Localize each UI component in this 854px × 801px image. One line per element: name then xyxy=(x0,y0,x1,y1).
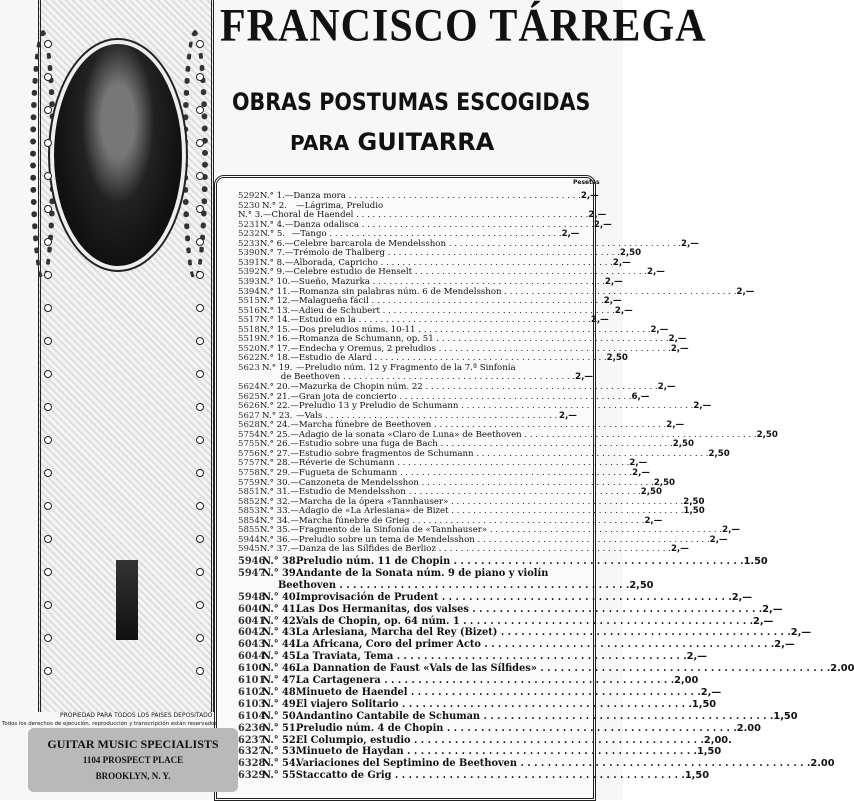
work-no: N.° 24. xyxy=(259,420,291,431)
work-title: Variaciones del Septimino de Beethoven . . . xyxy=(296,758,810,770)
ornament-dot xyxy=(196,634,204,642)
work-title: —Marcha fúnebre de Beethoven . . . xyxy=(290,421,666,431)
work-cat: 5517 xyxy=(238,315,260,326)
work-no: N.° 10. xyxy=(259,276,291,287)
work-no: N.° 27. xyxy=(259,448,291,459)
work-price: 2,— xyxy=(632,467,651,478)
work-row xyxy=(238,746,722,758)
ornament-dot xyxy=(44,172,52,180)
work-price: 2,— xyxy=(736,286,755,297)
work-no: N.° 41. xyxy=(262,603,300,615)
work-cat: 5854 xyxy=(238,515,260,526)
ornament-dot xyxy=(44,106,52,114)
work-cat: 5515 xyxy=(238,296,260,307)
work-title: —Canzoneta de Mendelsshon . . . xyxy=(290,479,654,489)
work-no: N.° 12. xyxy=(259,296,291,307)
property-notice: PROPIEDAD PARA TODOS LOS PAISES DEPOSITADO xyxy=(60,712,213,719)
work-no: N.° 50. xyxy=(262,710,300,722)
work-no: N.° 14. xyxy=(259,315,291,326)
work-no: N.° 11. xyxy=(259,286,291,297)
ornament-dot xyxy=(196,172,204,180)
work-row xyxy=(238,710,798,723)
ornament-dot xyxy=(196,337,204,345)
work-title: —Adagio de la sonata «Claro de Luna» de Beethoven . . . xyxy=(290,431,756,441)
subtitle-instrument: GUITARRA xyxy=(357,128,495,156)
work-price: 2,— xyxy=(762,603,783,615)
work-title: Beethoven . . . xyxy=(238,580,629,592)
work-price: 2,— xyxy=(614,305,633,316)
work-title: de Beethoven . . . xyxy=(241,373,575,383)
ornament-dot xyxy=(196,106,204,114)
work-title: —Estudio en la . . . xyxy=(290,316,591,326)
work-title: —Danza odalisca . . . xyxy=(285,221,594,231)
work-price: 2,— xyxy=(629,458,648,469)
work-title: Improvisación de Prudent . . . xyxy=(296,592,732,604)
work-price: 1,50 xyxy=(683,506,705,517)
work-no: N.° 13. xyxy=(259,305,291,316)
ornament-dot xyxy=(44,304,52,312)
work-no: N.° 37. xyxy=(259,544,291,555)
ornament-dot xyxy=(196,601,204,609)
work-cat: 5755 xyxy=(238,439,260,450)
work-no: N.° 8. xyxy=(259,257,285,268)
work-title: Andante de la Sonata núm. 9 de piano y violín xyxy=(296,567,549,579)
work-price: 2,— xyxy=(575,372,593,383)
work-title: —Malagueña fácil . . . xyxy=(290,297,603,307)
work-price: 2,— xyxy=(731,591,753,603)
work-price: 2,— xyxy=(588,210,607,221)
work-no: N.° 6. xyxy=(259,238,285,249)
work-row xyxy=(238,675,699,687)
work-title: Preludio núm. 4 de Chopin . . . xyxy=(296,723,737,735)
work-no: N.° 2. xyxy=(262,200,287,211)
work-no: N.° 49. xyxy=(262,698,300,710)
work-title: Minueto de Haendel . . . xyxy=(296,687,701,699)
work-cat: 5232 xyxy=(238,229,260,240)
work-price: 2,— xyxy=(559,410,577,421)
work-title: —Lágrima, Preludio xyxy=(296,200,384,211)
work-no: N.° 19. xyxy=(262,362,293,373)
work-price: 2,50 xyxy=(619,248,642,259)
work-cat: 6041 xyxy=(238,615,266,627)
work-cat: 5758 xyxy=(238,467,260,478)
work-row xyxy=(238,651,707,663)
work-cat: 5624 xyxy=(238,382,260,392)
work-row xyxy=(238,615,774,628)
work-price: 2,50 xyxy=(683,496,705,507)
ornament-dot xyxy=(44,502,52,510)
work-title: La Africana, Coro del primer Acto . . . xyxy=(296,639,774,651)
work-no: N.° 7. xyxy=(259,248,285,259)
work-cat: 5851 xyxy=(238,487,260,498)
work-row xyxy=(238,568,593,580)
rights-notice: Todos los derechos de ejecución, reproducción y transcripción están reservados xyxy=(2,721,218,727)
work-price: 2,— xyxy=(722,525,740,536)
work-cat: 6328 xyxy=(238,758,266,770)
ornament-dot xyxy=(44,601,52,609)
work-cat: 5519 xyxy=(238,334,260,345)
work-no: N.° 36. xyxy=(259,534,291,545)
work-title: —Gran jota de concierto . . . xyxy=(290,393,631,403)
work-title: —Preludio sobre un tema de Mendelsshon . . . xyxy=(290,536,709,546)
work-row xyxy=(238,191,599,202)
ornament-dot xyxy=(44,271,52,279)
ornament-dot xyxy=(196,436,204,444)
work-price: 2,00 xyxy=(674,675,699,686)
work-row xyxy=(238,627,812,639)
work-price: 2,— xyxy=(774,639,795,651)
work-price: 2,50 xyxy=(653,477,676,488)
work-title: —Endecha y Oremus, 2 preludios . . . xyxy=(290,345,671,355)
work-cat: 5944 xyxy=(238,534,260,545)
composer-portrait xyxy=(50,40,186,270)
work-cat: 6044 xyxy=(238,651,266,663)
work-title: El Columpio, estudio . . . xyxy=(296,735,704,747)
work-title: —Choral de Haendel . . . xyxy=(263,211,588,221)
work-price: 2,50 xyxy=(640,487,662,498)
subtitle-obras: OBRAS POSTUMAS ESCOGIDAS xyxy=(232,88,591,116)
work-price: 2,— xyxy=(650,324,669,335)
work-cat: 5623 xyxy=(238,362,260,373)
dealer-stamp xyxy=(28,728,238,792)
stamp-line-2: 1104 PROSPECT PLACE xyxy=(82,755,184,765)
work-no: N.° 34. xyxy=(259,515,291,526)
work-cat: 6043 xyxy=(238,639,266,651)
work-cat: 5855 xyxy=(238,525,260,536)
work-price: 2,— xyxy=(700,686,722,698)
subtitle-para: PARA xyxy=(290,131,350,155)
work-no: N.° 9. xyxy=(259,267,285,278)
ornament-dot xyxy=(196,667,204,675)
ornament-dot xyxy=(44,469,52,477)
work-title: —Estudio sobre una fuga de Bach . . . xyxy=(290,440,672,450)
work-title: —Danza mora . . . xyxy=(285,192,581,202)
work-no: N.° 35. xyxy=(259,525,291,536)
work-no: N.° 18. xyxy=(259,353,291,364)
work-price: 2,— xyxy=(666,420,685,431)
work-row xyxy=(238,639,795,651)
work-title: —Fugueta de Schumann . . . xyxy=(290,469,632,479)
work-cat: 5628 xyxy=(238,420,260,431)
composer-title: FRANCISCO TÁRREGA xyxy=(220,0,707,52)
work-cat: 5627 xyxy=(238,410,260,421)
work-no: N.° 5. xyxy=(260,229,286,240)
work-title: Preludio núm. 11 de Chopin . . . xyxy=(296,556,744,568)
work-cat: 5754 xyxy=(238,429,260,440)
work-cat: 5756 xyxy=(238,448,260,459)
work-cat: 5948 xyxy=(238,591,266,603)
work-title: —Adagio de «La Arlesiana» de Bizet . . . xyxy=(290,507,683,517)
work-title: —Preludio núm. 12 y Fragmento de la 7.ª Sinfonía xyxy=(296,362,516,373)
work-price: 2,— xyxy=(753,615,774,627)
work-price: 2.00 xyxy=(830,663,854,675)
work-price: 6,— xyxy=(631,391,650,402)
work-cat: 5391 xyxy=(238,257,260,268)
work-price: 1.50 xyxy=(743,556,768,567)
work-no: N.° 43 xyxy=(262,627,296,639)
ornament-dot xyxy=(196,370,204,378)
work-title: —Trémolo de Thalberg . . . xyxy=(285,249,620,259)
work-no: N.° 22. xyxy=(259,401,291,412)
stamp-line-3: BROOKLYN, N. Y. xyxy=(95,771,171,781)
work-price: 2,50 xyxy=(672,439,694,450)
work-title: —Vals . . . xyxy=(296,412,559,422)
work-no: N.° 44. xyxy=(262,639,300,651)
work-cat: 5759 xyxy=(238,477,260,488)
ornament-dot xyxy=(196,271,204,279)
work-no: N.° 51. xyxy=(262,722,300,734)
work-price: 2,50 xyxy=(756,429,778,440)
work-title: —Dos preludios núms. 10-11 . . . xyxy=(290,326,650,336)
work-row xyxy=(238,734,732,747)
work-no: N.° 21. xyxy=(259,391,291,402)
ornament-dot xyxy=(196,535,204,543)
work-no: N.° 30. xyxy=(259,477,291,488)
work-title: La Dannation de Faust «Vals de las Sílfides» . . . xyxy=(296,663,830,675)
work-title: Staccatto de Grig . . . xyxy=(296,770,685,782)
work-cat: 6236 xyxy=(238,722,266,734)
work-price: 1,50 xyxy=(696,746,722,758)
work-title: —Estudio de Alard . . . xyxy=(290,354,606,364)
ornament-dot xyxy=(44,403,52,411)
work-cat: 5392 xyxy=(238,267,260,278)
work-row xyxy=(238,544,689,555)
work-no: N.° 28. xyxy=(259,458,291,469)
work-price: 2,— xyxy=(657,382,676,392)
work-row xyxy=(238,591,753,604)
work-no: N.° 40. xyxy=(262,591,300,603)
work-no: N.° 4. xyxy=(259,219,285,230)
work-title: —Romanza de Schumann, op. 51 . . . xyxy=(290,335,668,345)
work-cat: 5233 xyxy=(238,238,260,249)
work-price: 2,— xyxy=(680,238,699,249)
work-cat: 5757 xyxy=(238,458,260,469)
work-no: N.° 17. xyxy=(259,343,291,354)
work-title: —Romanza sin palabras núm. 6 de Mendelsshon . . . xyxy=(290,288,736,298)
work-no: N.° 1. xyxy=(259,191,285,201)
work-title: —Mazurka de Chopin núm. 22 . . . xyxy=(290,383,657,393)
work-price: 2,— xyxy=(604,276,623,287)
work-title: —Marcha fúnebre de Grieg . . . xyxy=(290,517,644,527)
ornament-dot xyxy=(196,304,204,312)
work-price: 2.00 xyxy=(736,722,761,734)
work-price: 2,— xyxy=(668,334,687,345)
work-no: N.° 53. xyxy=(262,746,300,758)
work-row xyxy=(238,686,722,699)
work-no: N.° 55 xyxy=(262,770,296,782)
torch-ornament-icon xyxy=(116,560,138,640)
work-cat: 5390 xyxy=(238,248,260,259)
work-cat: 6101 xyxy=(238,675,266,686)
work-row xyxy=(238,603,783,616)
work-title: Las Dos Hermanitas, dos valses . . . xyxy=(296,604,762,616)
subtitle-guitarra xyxy=(290,128,494,156)
work-no: N.° 15. xyxy=(259,324,291,335)
work-cat: 5230 xyxy=(238,200,260,211)
work-price: 2.00 xyxy=(810,758,835,770)
work-cat: 6100 xyxy=(238,663,266,675)
work-cat: 6329 xyxy=(238,770,266,782)
work-row xyxy=(238,758,835,770)
work-price: 2,— xyxy=(603,296,622,307)
work-no: N.° 29. xyxy=(259,467,291,478)
work-row xyxy=(238,770,710,782)
work-price: 2,50 xyxy=(708,448,730,459)
work-title: —Alborada, Capricho . . . xyxy=(285,259,613,269)
work-price: 1,50 xyxy=(684,770,710,782)
work-cat: 5393 xyxy=(238,276,260,287)
work-price: 2,— xyxy=(790,627,812,639)
work-cat: 5625 xyxy=(238,391,260,402)
work-price: 2,— xyxy=(580,191,599,201)
ornament-dot xyxy=(196,139,204,147)
work-row xyxy=(238,556,768,568)
work-price: 2,— xyxy=(590,315,609,326)
ornament-dot xyxy=(44,73,52,81)
work-title: —Adieu de Schubert . . . xyxy=(290,307,615,317)
work-title: —Fragmento de la Sinfonía de «Tannhauser» . . . xyxy=(290,526,722,536)
work-cat: 6102 xyxy=(238,686,266,698)
work-title: —Estudio sobre fragmentos de Schumann . . . xyxy=(290,450,708,460)
work-cat: 6103 xyxy=(238,698,266,710)
ornament-dot xyxy=(44,436,52,444)
work-cat: 6040 xyxy=(238,603,266,615)
work-cat: 5853 xyxy=(238,506,260,517)
work-title: La Traviata, Tema . . . xyxy=(296,651,687,663)
ornament-dot xyxy=(196,469,204,477)
work-title: La Arlesiana, Marcha del Rey (Bizet) . . . xyxy=(296,627,791,639)
work-price: 2,— xyxy=(612,257,631,268)
work-no: N.° 16. xyxy=(259,334,291,345)
ornament-dot xyxy=(196,73,204,81)
work-price: 1,50 xyxy=(773,710,798,722)
work-cat: 5231 xyxy=(238,219,260,230)
ornament-dot xyxy=(44,40,52,48)
work-price: 2,— xyxy=(686,651,707,663)
work-title: Andantino Cantabile de Schuman . . . xyxy=(296,711,773,723)
ornament-dot xyxy=(196,205,204,213)
work-cat: 5945 xyxy=(238,544,260,555)
work-no: N.° 47. xyxy=(262,675,300,686)
work-no: N.° 3. xyxy=(238,210,263,221)
work-price: 2,— xyxy=(561,229,580,240)
work-no: N.° 54. xyxy=(262,758,300,770)
work-cat: 5947 xyxy=(238,567,266,579)
work-row xyxy=(238,698,717,711)
work-cat: 5394 xyxy=(238,286,260,297)
work-title: —Réverie de Schumann . . . xyxy=(290,459,629,469)
work-cat: 5518 xyxy=(238,324,260,335)
work-no: N.° 48 xyxy=(262,686,296,698)
ornament-dot xyxy=(44,568,52,576)
ornament-dot xyxy=(44,139,52,147)
work-price: 2,— xyxy=(670,343,689,354)
work-no: N.° 32. xyxy=(259,496,291,507)
ornament-dot xyxy=(196,568,204,576)
ornament-dot xyxy=(44,238,52,246)
ornament-dot xyxy=(44,370,52,378)
work-title: —Danza de las Sílfides de Berlioz . . . xyxy=(290,545,671,555)
work-cat: 5292 xyxy=(238,191,260,201)
work-price: 2,— xyxy=(593,219,612,230)
ornament-dot xyxy=(44,634,52,642)
work-cat: 5946 xyxy=(238,556,266,567)
work-row xyxy=(238,663,854,675)
work-title: —Celebre barcarola de Mendelsshon . . . xyxy=(285,240,681,250)
work-no: N.° 25. xyxy=(259,429,291,440)
work-title: El viajero Solitario . . . xyxy=(296,699,692,711)
work-cat: 6237 xyxy=(238,734,266,746)
work-price: 2,— xyxy=(693,401,712,412)
work-no: N.° 20. xyxy=(259,382,291,392)
work-price: 2,— xyxy=(647,267,665,278)
price-header: Pesetas xyxy=(573,179,600,186)
work-cat: 6104 xyxy=(238,710,266,722)
stamp-line-1: GUITAR MUSIC SPECIALISTS xyxy=(47,737,219,751)
work-price: 2,50 xyxy=(629,579,654,591)
work-cat: 5622 xyxy=(238,353,260,364)
work-price: 2,— xyxy=(709,534,728,545)
work-cat: 5852 xyxy=(238,496,260,507)
ornament-dot xyxy=(44,205,52,213)
work-title: La Cartagenera . . . xyxy=(296,675,674,687)
work-price: 1,50 xyxy=(691,698,717,710)
work-cat: 6042 xyxy=(238,627,266,639)
work-title: —Preludio 13 y Preludio de Schumann . . . xyxy=(290,402,693,412)
ornament-dot xyxy=(44,337,52,345)
work-no: N.° 45. xyxy=(262,651,300,663)
work-no: N.° 31. xyxy=(259,487,291,498)
work-title: —Sueño, Mazurka . . . xyxy=(290,278,605,288)
ornament-dot xyxy=(44,667,52,675)
work-title: —Estudio de Mendelsshon . . . xyxy=(290,488,641,498)
work-title: —Tango . . . xyxy=(292,230,562,240)
work-cat: 5626 xyxy=(238,401,260,412)
work-title: —Marcha de la ópera «Tannhauser» . . . xyxy=(290,498,683,508)
work-no: N.° 33. xyxy=(259,506,291,517)
work-no: N.° 46. xyxy=(262,663,300,675)
work-no: N.° 52. xyxy=(262,734,300,746)
work-price: 2,— xyxy=(644,515,663,526)
work-no: N.° 39. xyxy=(262,567,300,579)
work-cat: 5516 xyxy=(238,305,260,316)
work-cat: 6327 xyxy=(238,746,266,758)
work-title: —Celebre estudio de Henselt . . . xyxy=(285,268,647,278)
ornament-dot xyxy=(196,238,204,246)
work-row xyxy=(238,722,761,735)
ornament-dot xyxy=(44,535,52,543)
work-price: 2,50 xyxy=(606,353,628,364)
ornament-dot xyxy=(196,40,204,48)
work-no: N.° 23. xyxy=(262,410,293,421)
work-row xyxy=(238,579,654,592)
work-no: N.° 26. xyxy=(259,439,291,450)
work-title: Vals de Chopin, op. 64 núm. 1 . . . xyxy=(296,616,753,628)
work-cat: 5520 xyxy=(238,343,260,354)
work-no: N.° 38. xyxy=(262,556,300,567)
ornament-dot xyxy=(196,403,204,411)
work-no: N.° 42. xyxy=(262,615,300,627)
work-price: 2,— xyxy=(670,544,689,555)
work-price: 2,00. xyxy=(703,734,732,746)
work-title: Minueto de Haydan . . . xyxy=(296,746,697,758)
ornament-dot xyxy=(196,502,204,510)
